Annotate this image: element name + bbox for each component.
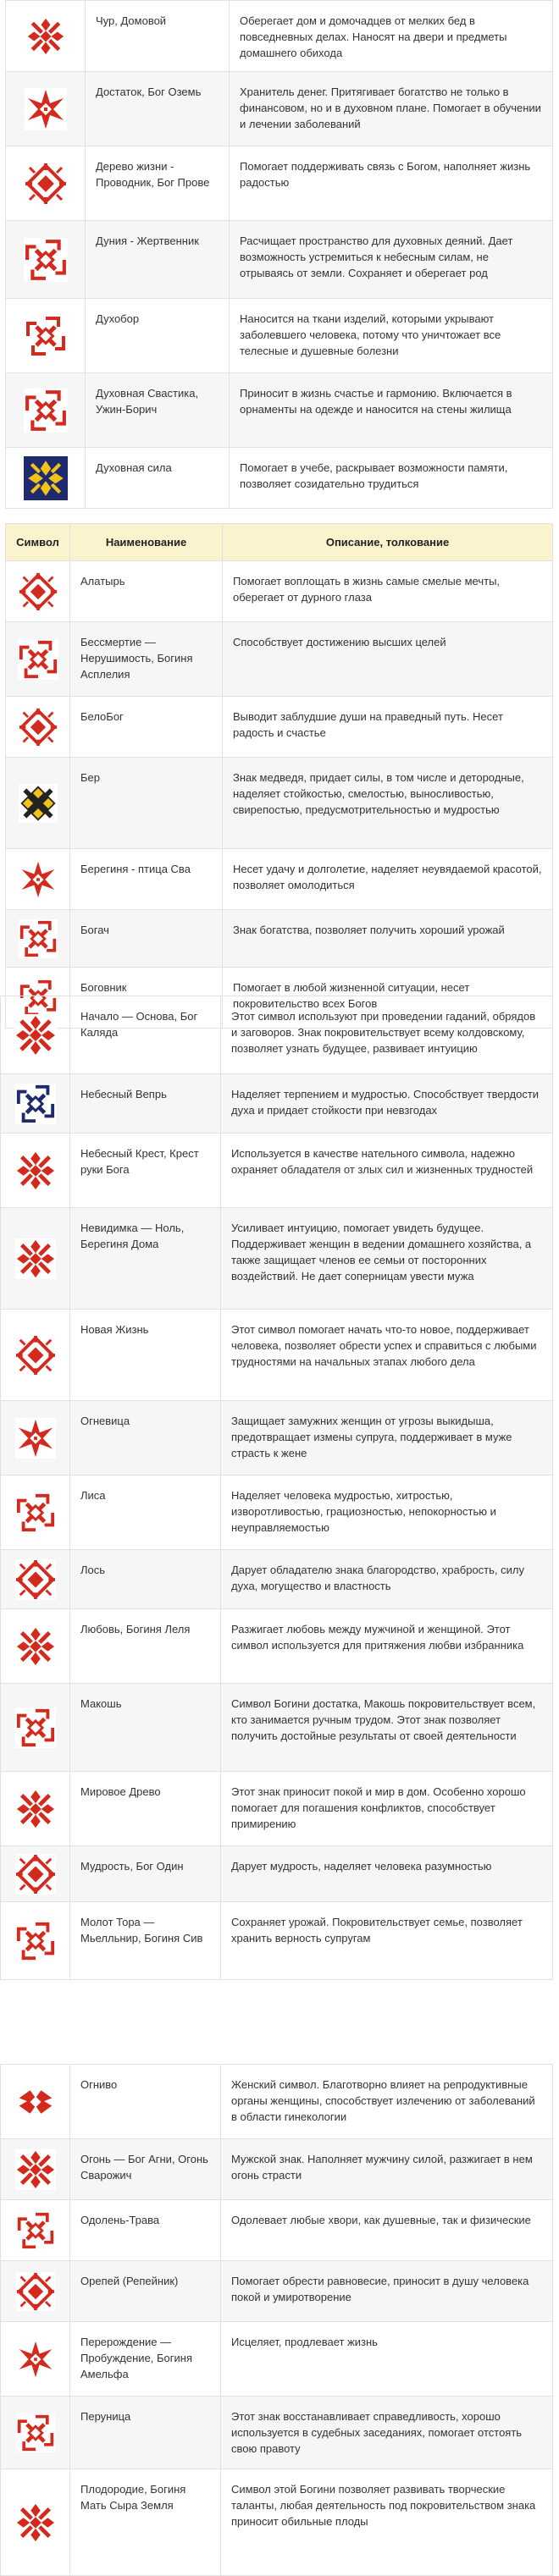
red-star-symbol-icon [16, 2352, 55, 2364]
symbol-name: Мировое Древо [80, 1785, 161, 1798]
symbol-name-cell [70, 1476, 221, 1550]
symbol-cell [1, 2469, 70, 2576]
column-header: Описание, толкование [223, 524, 553, 561]
symbol-name: Чур, Домовой [96, 14, 167, 27]
red-diamond-symbol-icon [15, 1572, 56, 1585]
table-row [1, 1074, 553, 1134]
symbol-description-cell [221, 2469, 553, 2576]
symbol-name: Огневица [80, 1415, 130, 1427]
symbol-description: Этот знак восстанавливает справедливость, хорошо используется в судебных заседаниях, помогает отстоять свою правоту [231, 2410, 523, 2455]
symbol-name-cell [70, 2261, 221, 2322]
symbol-cell [1, 1609, 70, 1684]
symbol-name: Алатырь [80, 575, 125, 587]
black-gold-symbol-icon [19, 796, 58, 808]
symbol-cell [6, 221, 86, 299]
table-row [1, 1310, 553, 1401]
symbol-description: Наделяет терпением и мудростью. Способствует твердости духа и придает стойкости при невзгодах [231, 1088, 540, 1117]
blue-gold-symbol-icon [24, 471, 68, 483]
symbol-cell [6, 1, 86, 72]
symbol-description: Способствует достижению высших целей [233, 636, 446, 648]
symbol-name-cell [70, 1134, 221, 1208]
symbol-name-cell [70, 2139, 221, 2200]
symbol-name: Невидимка — Ноль, Берегиня Дома [80, 1222, 185, 1250]
symbol-description-cell [221, 1609, 553, 1684]
symbol-name: Одолень-Трава [80, 2214, 160, 2226]
symbol-name-cell [70, 2469, 221, 2576]
symbol-name: Перуница [80, 2410, 131, 2423]
symbol-description: Этот символ помогает начать что-то новое, поддерживает человека, позволяет обрести успех и справиться с любыми трудностями на начальных этапах любого дела [231, 1323, 537, 1368]
symbol-name: Орепей (Репейник) [80, 2275, 179, 2287]
symbol-description: Дарует обладателю знака благородство, храбрость, силу духа, могущество и властность [231, 1564, 524, 1592]
symbol-name: Любовь, Богиня Леля [80, 1623, 191, 1636]
red-swirl-symbol-icon [15, 1933, 56, 1946]
blue-swirl-symbol-icon [15, 1096, 56, 1109]
symbol-description: Несет удачу и долголетие, наделяет неувядаемой красотой, позволяет омолодиться [233, 863, 542, 891]
symbol-name: Лиса [80, 1489, 106, 1502]
symbol-name-cell [70, 1074, 221, 1134]
symbol-description: Этот знак приносит покой и мир в дом. Особенно хорошо помогает для погашения конфликтов, способствует примирению [231, 1785, 526, 1830]
symbol-description-cell [221, 1846, 553, 1902]
symbol-description-cell [221, 1310, 553, 1401]
symbol-description: Хранитель денег. Притягивает богатство не только в финансовом, но и в духовном плане. Помогает в обучении и лечении заболеваний [240, 85, 541, 130]
symbol-name-cell [70, 758, 223, 849]
symbol-name-cell [70, 561, 223, 622]
table-row [1, 1772, 553, 1846]
symbol-description-cell [221, 1902, 553, 1980]
symbol-cell [6, 299, 86, 373]
table-row [1, 2322, 553, 2397]
symbol-cell [1, 1074, 70, 1134]
symbol-description: Расчищает пространство для духовных деяний. Дает возможность устремиться к небесным силам, не отрываясь от земли. Сохраняет и оберегает род [240, 234, 513, 279]
symbol-description: Выводит заблудшие души на праведный путь. Несет радость и счастье [233, 710, 503, 739]
symbol-description-cell [221, 1476, 553, 1550]
red-diamond-symbol-icon [15, 1348, 56, 1360]
red-cross-symbol-icon [26, 29, 65, 41]
symbol-cell [1, 1310, 70, 1401]
red-swirl-symbol-icon [19, 931, 58, 944]
red-swirl-symbol-icon [24, 403, 68, 416]
symbol-cell [1, 1684, 70, 1772]
symbol-name: Достаток, Бог Оземь [96, 85, 202, 98]
symbol-description-cell [230, 373, 553, 448]
symbol-name-cell [70, 1846, 221, 1902]
table-header-row [6, 524, 553, 561]
symbol-name: Духовная Свастика, Ужин-Борич [96, 387, 199, 416]
red-swirl-symbol-icon [25, 328, 67, 341]
symbols-table-section [0, 996, 552, 1980]
symbol-cell [1, 996, 70, 1074]
symbol-name-cell [70, 2397, 221, 2469]
symbol-name-cell [70, 2322, 221, 2397]
symbols-table [0, 996, 553, 1980]
table-row [1, 2261, 553, 2322]
symbol-name: Духовная сила [96, 461, 172, 474]
symbol-name: Дерево жизни - Проводник, Бог Прове [96, 160, 210, 189]
red-swirl-symbol-icon [15, 1720, 56, 1733]
symbols-table [5, 0, 553, 509]
table-row [6, 146, 553, 221]
symbol-name: Макошь [80, 1697, 122, 1710]
table-row [1, 1476, 553, 1550]
table-row [1, 2469, 553, 2576]
symbol-description: Символ этой Богини позволяет развивать творческие таланты, любая деятельность под покровительством знака приносит обильные плоды [231, 2483, 536, 2528]
symbol-name: Новая Жизнь [80, 1323, 149, 1336]
table-row [6, 448, 553, 509]
table-row [1, 2200, 553, 2261]
symbol-name-cell [70, 910, 223, 968]
symbol-cell [1, 1476, 70, 1550]
table-row [1, 2139, 553, 2200]
table-row [6, 849, 553, 910]
symbol-name: Берегиня - птица Сва [80, 863, 191, 875]
symbol-description: Используется в качестве нательного символа, надежно охраняет обладателя от злых сил и жизненных трудностей [231, 1147, 534, 1176]
symbol-name-cell [86, 373, 230, 448]
symbol-cell [1, 1550, 70, 1609]
table-row [6, 221, 553, 299]
symbol-description-cell [221, 996, 553, 1074]
symbol-description: Знак медведя, придает силы, в том числе и детородные, наделяет стойкостью, смелостью, выносливостью, свирепостью, предусмотрительностью и мудростью [233, 771, 524, 816]
symbol-name: Огниво [80, 2078, 118, 2091]
symbol-description: Одолевает любые хвори, как душевные, так и физические [231, 2214, 531, 2226]
red-cross-symbol-icon [15, 1163, 56, 1176]
symbol-name-cell [70, 2200, 221, 2261]
red-cross-symbol-icon [15, 1639, 56, 1652]
table-row [6, 373, 553, 448]
symbol-name-cell [86, 1, 230, 72]
symbol-name: Бессмертие — Нерушимость, Богиня Асплелия [80, 636, 193, 681]
symbols-table [5, 523, 553, 1029]
symbol-description-cell [221, 2261, 553, 2322]
symbol-name-cell [70, 1609, 221, 1684]
symbol-description-cell [230, 72, 553, 146]
symbol-description: Мужской знак. Наполняет мужчину силой, разжигает в нем огонь страсти [231, 2153, 533, 2182]
symbol-name: Начало — Основа, Бог Каляда [80, 1010, 198, 1039]
symbol-description-cell [223, 561, 553, 622]
red-diamond-symbol-icon [15, 1867, 56, 1879]
symbol-description: Помогает воплощать в жизнь самые смелые мечты, оберегает от дурного глаза [233, 575, 501, 604]
symbol-name-cell [70, 1684, 221, 1772]
symbol-name: Боговник [80, 981, 127, 994]
symbol-name-cell [70, 697, 223, 758]
symbol-cell [1, 2139, 70, 2200]
table-row [1, 1846, 553, 1902]
table-row [1, 1550, 553, 1609]
symbol-cell [6, 373, 86, 448]
red-swirl-symbol-icon [16, 2223, 55, 2236]
symbol-name: БелоБог [80, 710, 124, 723]
symbol-cell [1, 2200, 70, 2261]
symbol-cell [6, 622, 70, 697]
red-star-symbol-icon [15, 1431, 56, 1443]
symbol-name-cell [70, 849, 223, 910]
red-swirl-symbol-icon [24, 252, 68, 265]
symbol-name: Духобор [96, 312, 140, 325]
table-row [1, 1401, 553, 1476]
red-swirl-symbol-icon [16, 2425, 55, 2438]
column-header: Наименование [70, 524, 223, 561]
symbol-name-cell [86, 72, 230, 146]
symbol-name-cell [70, 1902, 221, 1980]
table-row [6, 697, 553, 758]
symbol-name-cell [86, 448, 230, 509]
symbols-table-section [5, 0, 552, 509]
symbol-description: Этот символ используют при проведении гаданий, обрядов и заговоров. Знак покровительствует всему колдовскому, позволяет узнать будущее, развивает интуицию [231, 1010, 536, 1055]
symbol-description-cell [221, 2139, 553, 2200]
symbol-description-cell [221, 2397, 553, 2469]
symbol-description-cell [230, 448, 553, 509]
symbol-description-cell [223, 697, 553, 758]
symbol-description: Дарует мудрость, наделяет человека разумностью [231, 1860, 492, 1873]
symbol-name-cell [86, 299, 230, 373]
symbol-description: Оберегает дом и домочадцев от мелких бед в повседневных делах. Наносят на двери и предметы домашнего обихода [240, 14, 507, 59]
symbol-description-cell [230, 221, 553, 299]
red-cross-symbol-icon [15, 1801, 56, 1814]
symbol-description-cell [221, 2200, 553, 2261]
red-diamond-symbol-icon [19, 584, 58, 597]
symbol-name: Бер [80, 771, 100, 784]
symbol-cell [1, 1902, 70, 1980]
symbol-description: Символ Богини достатка, Макошь покровительствует всем, кто занимается ручным трудом. Этот знак позволяет получить достойные результаты от своей деятельности [231, 1697, 536, 1742]
symbol-description-cell [221, 1208, 553, 1310]
table-row [6, 1, 553, 72]
symbol-name-cell [70, 1310, 221, 1401]
symbol-description-cell [230, 299, 553, 373]
symbol-cell [6, 72, 86, 146]
symbol-cell [1, 2322, 70, 2397]
red-swirl-symbol-icon [15, 1505, 56, 1518]
symbol-name: Плодородие, Богиня Мать Сыра Земля [80, 2483, 186, 2512]
red-star-symbol-icon [19, 872, 58, 885]
symbols-table-section [0, 2064, 552, 2576]
symbol-description: Помогает обрести равновесие, приносит в душу человека покой и умиротворение [231, 2275, 529, 2303]
symbol-cell [6, 448, 86, 509]
symbol-name: Дуния - Жертвенник [96, 234, 199, 247]
symbol-name: Мудрость, Бог Один [80, 1860, 184, 1873]
symbol-description: Сохраняет урожай. Покровительствует семье, позволяет хранить верность супругам [231, 1916, 523, 1944]
red-cross-symbol-icon [15, 1251, 56, 1264]
symbol-description-cell [223, 622, 553, 697]
red-diamond-symbol-icon [25, 176, 67, 189]
table-row [6, 299, 553, 373]
table-row [6, 758, 553, 849]
symbol-description: Помогает в любой жизненной ситуации, несет покровительство всех Богов [233, 981, 470, 1010]
symbols-table-section [5, 523, 552, 1029]
table-row [1, 2065, 553, 2139]
symbol-description: Женский символ. Благотворно влияет на репродуктивные органы женщины, способствует излечению от заболеваний в области гинекологии [231, 2078, 535, 2123]
symbol-cell [6, 758, 70, 849]
symbol-description: Разжигает любовь между мужчиной и женщиной. Этот символ используется для притяжения любви избранника [231, 1623, 524, 1652]
symbol-description-cell [221, 1401, 553, 1476]
column-header: Символ [6, 524, 70, 561]
symbol-cell [1, 2065, 70, 2139]
red-cross-symbol-icon [15, 2162, 56, 2175]
table-row [1, 1208, 553, 1310]
symbol-description-cell [221, 1074, 553, 1134]
table-row [1, 1902, 553, 1980]
symbol-description-cell [221, 2065, 553, 2139]
table-row [1, 1684, 553, 1772]
symbol-description: Защищает замужних женщин от угрозы выкидыша, предотвращает измены супруга, поддерживает в муже страсть к жене [231, 1415, 512, 1459]
symbol-description: Приносит в жизнь счастье и гармонию. Включается в орнаменты на одежде и наносится на стены жилища [240, 387, 512, 416]
symbol-cell [1, 1401, 70, 1476]
symbol-description-cell [221, 1134, 553, 1208]
symbol-cell [1, 1134, 70, 1208]
symbol-cell [1, 2397, 70, 2469]
symbol-description-cell [221, 2322, 553, 2397]
symbol-name-cell [86, 221, 230, 299]
symbol-description: Исцеляет, продлевает жизнь [231, 2336, 378, 2348]
symbol-description-cell [221, 1684, 553, 1772]
symbol-cell [6, 561, 70, 622]
symbol-name-cell [70, 622, 223, 697]
symbol-name: Огонь — Бог Агни, Огонь Сварожич [80, 2153, 208, 2182]
symbol-name-cell [70, 1550, 221, 1609]
symbol-description: Помогает поддерживать связь с Богом, наполняет жизнь радостью [240, 160, 531, 189]
table-row [1, 1134, 553, 1208]
symbol-name: Богач [80, 924, 109, 936]
red-cross-symbol-icon [15, 2515, 56, 2528]
symbol-description-cell [223, 910, 553, 968]
table-row [1, 1609, 553, 1684]
symbol-name-cell [86, 146, 230, 221]
symbols-table [0, 2064, 553, 2576]
red-cross-symbol-icon [14, 1028, 57, 1040]
red-star-symbol-icon [25, 102, 67, 114]
symbol-cell [6, 146, 86, 221]
red-bird-symbol-icon [16, 2094, 55, 2107]
symbol-description-cell [230, 1, 553, 72]
symbol-description: Наделяет человека мудростью, хитростью, изворотливостью, грациозностью, непокорностью и неуправляемостью [231, 1489, 496, 1534]
symbol-cell [1, 1208, 70, 1310]
table-row [6, 561, 553, 622]
symbol-description-cell [221, 1550, 553, 1609]
symbol-name: Небесный Вепрь [80, 1088, 167, 1100]
symbol-description: Усиливает интуицию, помогает увидеть будущее. Поддерживает женщин в ведении домашнего хозяйства, а также защищает членов ее семьи от посторонних воздействий. Не дает соперницам увести мужа [231, 1222, 532, 1282]
symbol-cell [1, 1772, 70, 1846]
symbol-name: Перерождение — Пробуждение, Богиня Амельфа [80, 2336, 192, 2380]
symbol-description-cell [221, 1772, 553, 1846]
symbol-description: Помогает в учебе, раскрывает возможности памяти, позволяет созидательно трудиться [240, 461, 508, 490]
symbol-cell [6, 910, 70, 968]
symbol-description-cell [230, 146, 553, 221]
red-diamond-symbol-icon [16, 2284, 55, 2297]
table-row [1, 2397, 553, 2469]
symbol-name-cell [70, 1208, 221, 1310]
table-row [1, 996, 553, 1074]
red-diamond-symbol-icon [19, 720, 58, 732]
table-row [6, 910, 553, 968]
symbol-name: Молот Тора — Мьелльнир, Богиня Сив [80, 1916, 203, 1944]
symbol-description: Знак богатства, позволяет получить хороший урожай [233, 924, 505, 936]
symbol-description-cell [223, 758, 553, 849]
symbol-cell [6, 697, 70, 758]
symbol-name-cell [70, 2065, 221, 2139]
symbol-cell [1, 2261, 70, 2322]
red-swirl-symbol-icon [18, 652, 58, 665]
symbol-description-cell [223, 849, 553, 910]
symbol-name: Небесный Крест, Крест руки Бога [80, 1147, 199, 1176]
symbol-name-cell [70, 1772, 221, 1846]
symbol-cell [1, 1846, 70, 1902]
symbol-description: Наносится на ткани изделий, которыми укрывают заболевшего человека, потому что уничтожает все телесные и душевные болезни [240, 312, 501, 357]
symbol-name-cell [70, 1401, 221, 1476]
table-row [6, 622, 553, 697]
symbol-name-cell [70, 996, 221, 1074]
symbol-name: Лось [80, 1564, 106, 1576]
symbol-cell [6, 849, 70, 910]
table-row [6, 72, 553, 146]
